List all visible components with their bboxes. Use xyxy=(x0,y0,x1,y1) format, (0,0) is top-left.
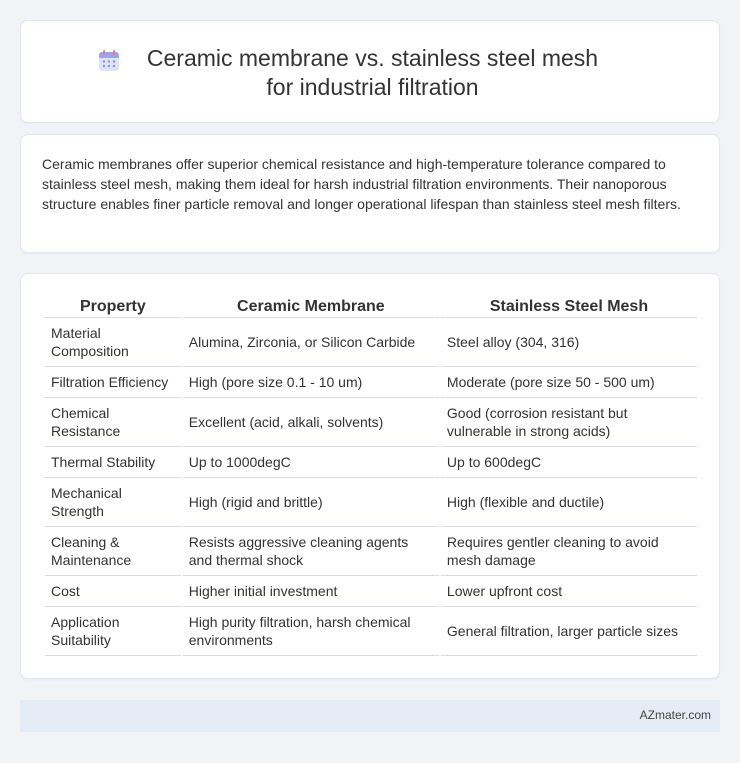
footer-brand: AZmater.com xyxy=(639,708,711,722)
table-row xyxy=(45,367,697,398)
title-wrap xyxy=(21,44,719,102)
table-row xyxy=(45,478,697,527)
row-ceramic-value: Alumina, Zirconia, or Silicon Carbide xyxy=(183,318,439,367)
row-property: Thermal Stability xyxy=(45,447,181,478)
row-steel-value: General filtration, larger particle sizes xyxy=(441,607,697,656)
column-header-steel: Stainless Steel Mesh xyxy=(441,296,697,318)
column-header-property: Property xyxy=(45,296,181,318)
page-title: Ceramic membrane vs. stainless steel mesh for industrial filtration xyxy=(146,45,599,100)
row-ceramic-value: High (pore size 0.1 - 10 um) xyxy=(183,367,439,398)
row-steel-value: Good (corrosion resistant but vulnerable in strong acids) xyxy=(441,398,697,447)
table-row xyxy=(45,398,697,447)
row-steel-value: Steel alloy (304, 316) xyxy=(441,318,697,367)
row-steel-value: Up to 600degC xyxy=(441,447,697,478)
table-row xyxy=(45,576,697,607)
row-property: Cleaning & Maintenance xyxy=(45,527,181,576)
row-ceramic-value: High (rigid and brittle) xyxy=(183,478,439,527)
row-ceramic-value: Resists aggressive cleaning agents and thermal shock xyxy=(183,527,439,576)
row-steel-value: High (flexible and ductile) xyxy=(441,478,697,527)
table-header-row xyxy=(45,296,697,318)
row-property: Mechanical Strength xyxy=(45,478,181,527)
row-steel-value: Moderate (pore size 50 - 500 um) xyxy=(441,367,697,398)
row-steel-value: Lower upfront cost xyxy=(441,576,697,607)
row-ceramic-value: Excellent (acid, alkali, solvents) xyxy=(183,398,439,447)
table-row xyxy=(45,447,697,478)
row-property: Filtration Efficiency xyxy=(45,367,181,398)
footer xyxy=(20,700,720,732)
comparison-table xyxy=(43,296,699,656)
comparison-card xyxy=(20,273,720,679)
row-property: Chemical Resistance xyxy=(45,398,181,447)
row-ceramic-value: Up to 1000degC xyxy=(183,447,439,478)
row-property: Material Composition xyxy=(45,318,181,367)
calendar-icon xyxy=(97,49,121,73)
row-property: Application Suitability xyxy=(45,607,181,656)
row-property: Cost xyxy=(45,576,181,607)
table-row xyxy=(45,527,697,576)
row-ceramic-value: High purity filtration, harsh chemical environments xyxy=(183,607,439,656)
summary-card xyxy=(20,134,720,253)
summary-text: Ceramic membranes offer superior chemical resistance and high-temperature tolerance compared to stainless steel mesh, making them ideal for harsh industrial filtration environments. Their nanoporous structure enables finer particle removal and longer operational lifespan than stainless steel mesh filters. xyxy=(42,156,681,212)
table-row xyxy=(45,607,697,656)
row-steel-value: Requires gentler cleaning to avoid mesh damage xyxy=(441,527,697,576)
column-header-ceramic: Ceramic Membrane xyxy=(183,296,439,318)
table-row xyxy=(45,318,697,367)
title-card xyxy=(20,20,720,123)
row-ceramic-value: Higher initial investment xyxy=(183,576,439,607)
